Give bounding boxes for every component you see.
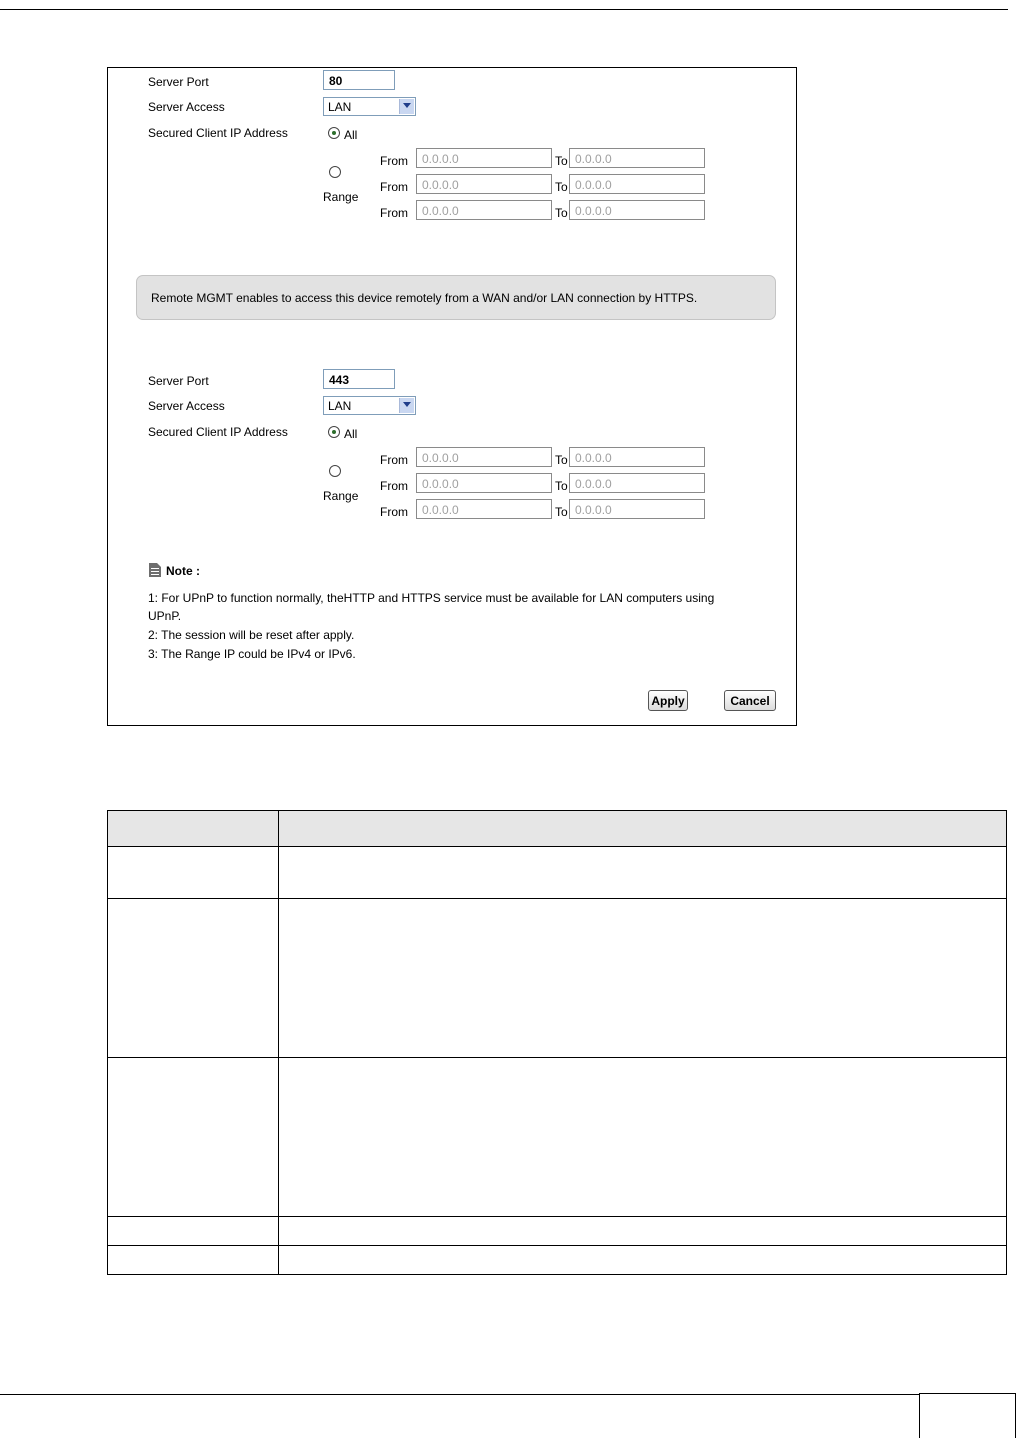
table-row (108, 847, 1007, 899)
https-server-access-select[interactable] (323, 396, 416, 415)
table-row (108, 1058, 1007, 1217)
http-server-access-value: LAN (328, 100, 352, 114)
table-header-row (108, 811, 1007, 847)
http-to-input-2[interactable]: 0.0.0.0 (569, 174, 705, 194)
footer-rule (0, 1394, 920, 1395)
table-cell (108, 899, 279, 1058)
https-from-label-3: From (380, 505, 408, 519)
table-cell (279, 847, 1007, 899)
cancel-button[interactable]: Cancel (724, 690, 776, 711)
https-from-input-2[interactable]: 0.0.0.0 (416, 473, 552, 493)
note-line-1b: UPnP. (148, 609, 182, 623)
https-to-input-2[interactable]: 0.0.0.0 (569, 473, 705, 493)
https-server-port-label: Server Port (148, 374, 209, 388)
https-all-radio[interactable] (328, 426, 340, 438)
apply-button[interactable]: Apply (648, 690, 688, 711)
http-to-input-3[interactable]: 0.0.0.0 (569, 200, 705, 220)
table-header-cell (279, 811, 1007, 847)
http-server-port-input[interactable]: 80 (323, 70, 395, 90)
https-to-input-1[interactable]: 0.0.0.0 (569, 447, 705, 467)
table-cell (108, 1246, 279, 1275)
https-all-label: All (344, 427, 358, 441)
http-server-port-label: Server Port (148, 75, 209, 89)
https-to-input-3[interactable]: 0.0.0.0 (569, 499, 705, 519)
table-cell (108, 1058, 279, 1217)
http-all-label: All (344, 128, 358, 142)
http-to-label-1: To (555, 154, 568, 168)
note-icon (149, 563, 161, 577)
https-server-access-value: LAN (328, 399, 352, 413)
http-to-label-2: To (555, 180, 568, 194)
https-range-radio[interactable] (329, 465, 341, 477)
note-line-2: 2: The session will be reset after apply. (148, 628, 355, 642)
note-title: Note : (166, 564, 200, 578)
http-from-input-3[interactable]: 0.0.0.0 (416, 200, 552, 220)
https-to-label-1: To (555, 453, 568, 467)
table-cell (279, 1058, 1007, 1217)
http-from-label-3: From (380, 206, 408, 220)
https-to-label-3: To (555, 505, 568, 519)
http-all-radio[interactable] (328, 127, 340, 139)
page-number-box (919, 1393, 1016, 1438)
chevron-down-icon[interactable] (399, 398, 414, 413)
https-from-label-2: From (380, 479, 408, 493)
https-from-input-1[interactable]: 0.0.0.0 (416, 447, 552, 467)
http-from-input-1[interactable]: 0.0.0.0 (416, 148, 552, 168)
http-to-input-1[interactable]: 0.0.0.0 (569, 148, 705, 168)
https-secured-client-label: Secured Client IP Address (148, 425, 288, 439)
table-header-cell (108, 811, 279, 847)
https-server-port-input[interactable]: 443 (323, 369, 395, 389)
remote-mgmt-screenshot (107, 67, 797, 726)
http-from-label-1: From (380, 154, 408, 168)
table-cell (279, 899, 1007, 1058)
http-server-access-label: Server Access (148, 100, 225, 114)
http-server-access-select[interactable] (323, 97, 416, 116)
http-from-label-2: From (380, 180, 408, 194)
table-row (108, 1217, 1007, 1246)
table-cell (108, 1217, 279, 1246)
header-rule (0, 9, 1008, 10)
note-line-3: 3: The Range IP could be IPv4 or IPv6. (148, 647, 356, 661)
note-line-1a: 1: For UPnP to function normally, theHTTP and HTTPS service must be available for LAN computers using (148, 591, 715, 605)
http-to-label-3: To (555, 206, 568, 220)
table-row (108, 899, 1007, 1058)
http-range-radio[interactable] (329, 166, 341, 178)
table-cell (279, 1246, 1007, 1275)
table-cell (279, 1217, 1007, 1246)
https-to-label-2: To (555, 479, 568, 493)
https-range-label: Range (323, 489, 359, 503)
https-server-access-label: Server Access (148, 399, 225, 413)
http-from-input-2[interactable]: 0.0.0.0 (416, 174, 552, 194)
http-range-label: Range (323, 190, 359, 204)
https-info-bar: Remote MGMT enables to access this device remotely from a WAN and/or LAN connection by HTTPS. (136, 275, 776, 320)
description-table (107, 810, 1007, 1275)
table-cell (108, 847, 279, 899)
table-row (108, 1246, 1007, 1275)
https-from-label-1: From (380, 453, 408, 467)
http-secured-client-label: Secured Client IP Address (148, 126, 288, 140)
https-from-input-3[interactable]: 0.0.0.0 (416, 499, 552, 519)
chevron-down-icon[interactable] (399, 99, 414, 114)
